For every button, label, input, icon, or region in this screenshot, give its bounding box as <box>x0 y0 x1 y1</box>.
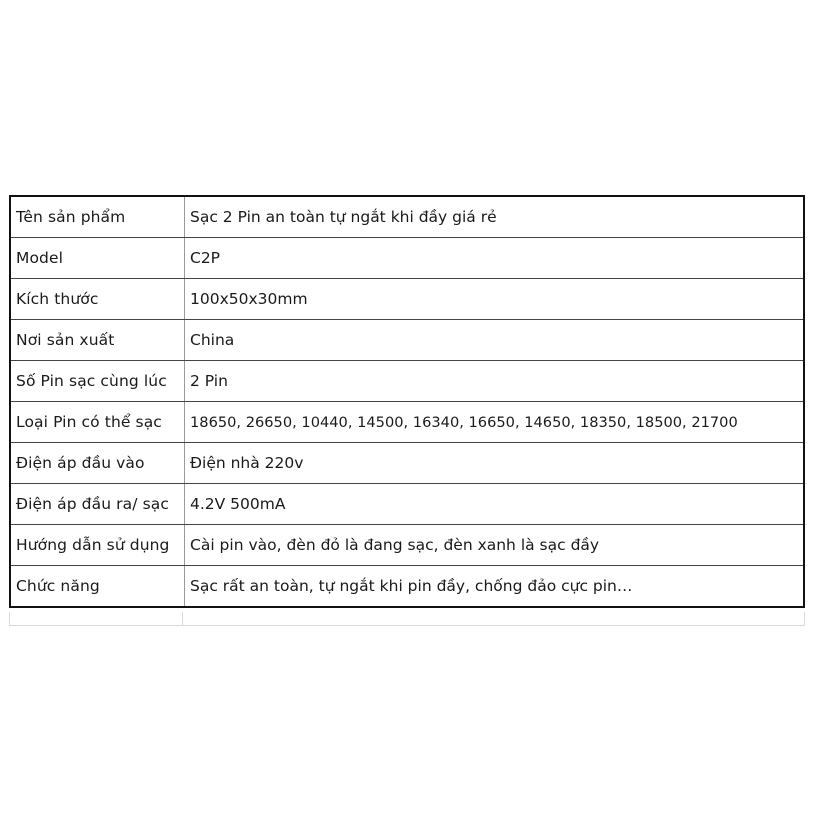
table-row <box>10 525 804 566</box>
gridline <box>182 612 183 626</box>
table-row <box>10 196 804 238</box>
row-label[interactable]: Tên sản phẩm <box>10 196 185 238</box>
row-label[interactable]: Điện áp đầu ra/ sạc <box>10 484 185 525</box>
row-label[interactable]: Số Pin sạc cùng lúc <box>10 361 185 402</box>
row-label[interactable]: Hướng dẫn sử dụng <box>10 525 185 566</box>
table-row <box>10 361 804 402</box>
row-value[interactable]: 100x50x30mm <box>185 279 805 320</box>
spec-table <box>9 195 805 608</box>
table-row <box>10 443 804 484</box>
gridline <box>9 612 10 626</box>
table-row <box>10 320 804 361</box>
row-label[interactable]: Loại Pin có thể sạc <box>10 402 185 443</box>
row-value[interactable]: Sạc 2 Pin an toàn tự ngắt khi đầy giá rẻ <box>185 196 805 238</box>
row-value[interactable]: Sạc rất an toàn, tự ngắt khi pin đầy, chống đảo cực pin… <box>185 566 805 608</box>
table-row <box>10 402 804 443</box>
table-row <box>10 566 804 608</box>
table-row <box>10 238 804 279</box>
row-value[interactable]: 2 Pin <box>185 361 805 402</box>
row-label[interactable]: Nơi sản xuất <box>10 320 185 361</box>
gridline <box>9 625 805 626</box>
row-value[interactable]: C2P <box>185 238 805 279</box>
row-value[interactable]: Cài pin vào, đèn đỏ là đang sạc, đèn xanh là sạc đầy <box>185 525 805 566</box>
table-row <box>10 279 804 320</box>
table-row <box>10 484 804 525</box>
row-label[interactable]: Kích thước <box>10 279 185 320</box>
row-value[interactable]: China <box>185 320 805 361</box>
row-label[interactable]: Điện áp đầu vào <box>10 443 185 484</box>
row-label[interactable]: Chức năng <box>10 566 185 608</box>
row-value[interactable]: 18650, 26650, 10440, 14500, 16340, 16650, 14650, 18350, 18500, 21700 <box>185 402 805 443</box>
row-label[interactable]: Model <box>10 238 185 279</box>
row-value[interactable]: Điện nhà 220v <box>185 443 805 484</box>
row-value[interactable]: 4.2V 500mA <box>185 484 805 525</box>
gridline <box>804 612 805 626</box>
